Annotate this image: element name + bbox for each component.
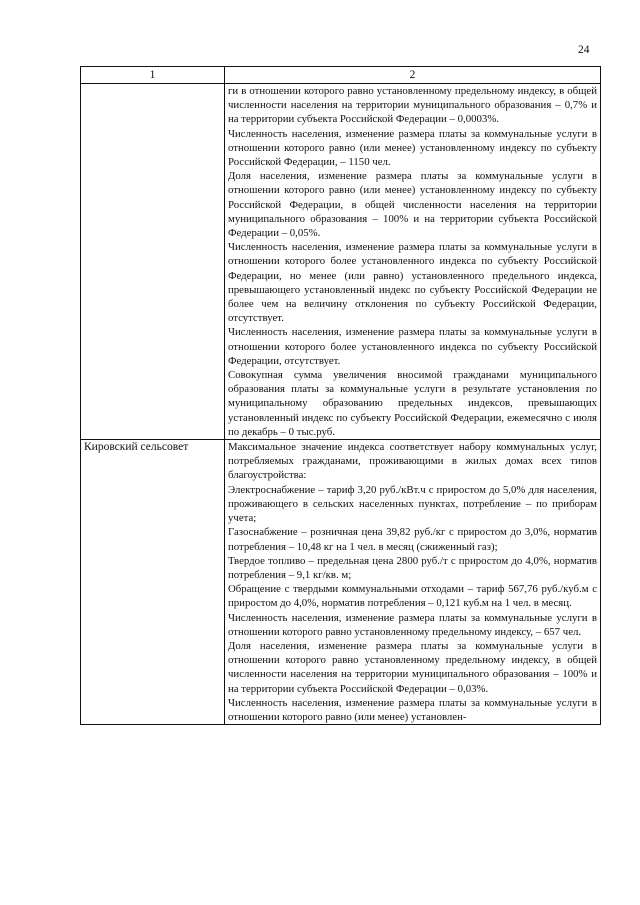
paragraph: Обращение с твердыми коммунальными отходами – тариф 567,76 руб./куб.м с приростом до 4,0%, норматив потребления – 0,121 куб.м на 1 чел. в месяц. bbox=[228, 583, 597, 610]
paragraph: Доля населения, изменение размера платы за коммунальные услуги в отношении которого равно (или менее) установленному индексу по субъекту Российской Федерации, в общей численности населения на территории муниципального образования – 100% и на территории субъекта Российской Федерации – 0,05%. bbox=[228, 170, 597, 240]
page-number: 24 bbox=[578, 44, 590, 56]
paragraph: Совокупная сумма увеличения вносимой гражданами муниципального образования платы за коммунальные услуги в результате установления по муниципальному образованию предельных индексов, превышающих установленный индекс по субъекту Российской Федерации, ежемесячно с июля по декабрь – 0 тыс.руб. bbox=[228, 369, 597, 438]
table-row bbox=[81, 84, 601, 440]
row-name-cell bbox=[81, 440, 225, 725]
municipality-name: Кировский сельсовет bbox=[84, 441, 189, 454]
paragraph: Численность населения, изменение размера платы за коммунальные услуги в отношении которого более установленного индекса по субъекту Российской Федерации, но менее (или равно) установленного предельного индекса, превышающего установленный индекс по субъекту Российской Федерации не более чем на величину отклонения по субъекту Российской Федерации, отсутствует. bbox=[228, 241, 597, 325]
column-header-1: 1 bbox=[81, 67, 225, 84]
paragraph: Электроснабжение – тариф 3,20 руб./кВт.ч с приростом до 5,0% для населения, проживающего в сельских населенных пунктах, потребление – по приборам учета; bbox=[228, 483, 597, 525]
paragraph: Численность населения, изменение размера платы за коммунальные услуги в отношении которого равно установленному предельному индексу, – 657 чел. bbox=[228, 611, 597, 638]
table-row bbox=[81, 440, 601, 725]
column-header-2: 2 bbox=[225, 67, 601, 84]
table-header-row bbox=[81, 67, 601, 84]
content-table bbox=[80, 66, 601, 725]
paragraph: Численность населения, изменение размера платы за коммунальные услуги в отношении которого равно (или менее) установлен- bbox=[228, 696, 597, 723]
paragraph: ги в отношении которого равно установленному предельному индексу, в общей численности населения на территории муниципального образования – 0,7% и на территории субъекта Российской Федерации – 0,0003%. bbox=[228, 85, 597, 126]
paragraph: Газоснабжение – розничная цена 39,82 руб./кг с приростом до 3,0%, норматив потребления – 10,48 кг на 1 чел. в месяц (сжиженный газ); bbox=[228, 526, 597, 553]
row-body-cell bbox=[225, 440, 601, 725]
row-body-cell bbox=[225, 84, 601, 440]
paragraph: Максимальное значение индекса соответствует набору коммунальных услуг, потребляемых гражданами, проживающими в жилых домах всех типов благоустройства: bbox=[228, 441, 597, 482]
paragraph: Доля населения, изменение размера платы за коммунальные услуги в отношении которого равно установленному предельному индексу, в общей численности населения на территории муниципального образования – 100% и на территории субъекта Российской Федерации – 0,03%. bbox=[228, 639, 597, 695]
paragraph: Численность населения, изменение размера платы за коммунальные услуги в отношении которого более установленного индекса по субъекту Российской Федерации, отсутствует. bbox=[228, 326, 597, 367]
row-name-cell bbox=[81, 84, 225, 440]
paragraph: Твердое топливо – предельная цена 2800 руб./т с приростом до 4,0%, норматив потребления – 9,1 кг/кв. м; bbox=[228, 554, 597, 581]
paragraph: Численность населения, изменение размера платы за коммунальные услуги в отношении которого равно (или менее) установленному индексу по субъекту Российской Федерации, – 1150 чел. bbox=[228, 127, 597, 169]
